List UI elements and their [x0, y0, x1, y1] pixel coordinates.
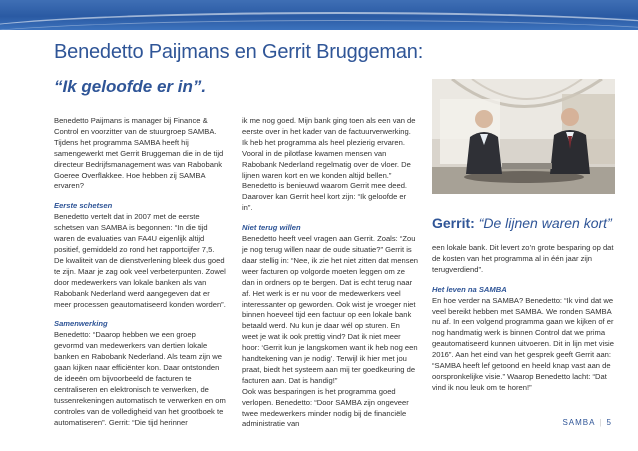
- text-column-3: [432, 243, 614, 394]
- text-column-2: [242, 116, 418, 430]
- page-number: 5: [606, 418, 612, 427]
- text-column-1: [54, 116, 226, 428]
- section-heading-niet-terug-willen: Niet terug willen: [242, 223, 301, 233]
- paragraph: ik me nog goed. Mijn bank ging toen als een van de eerste over in het kader van de factuurverwerking. Ik heb het programma als heel plezierig ervaren. Vooral in de pilotfase kwamen mensen van Rabobank Nederland regelmatig over de vloer. De lijnen waren kort en we konden altijd bellen.” Benedetto is benieuwd waarom Gerrit mee deed. Daarover kan Gerrit heel kort zijn: “Ik geloofde er in”.: [242, 116, 416, 213]
- section-heading-het-leven-na-samba: Het leven na SAMBA: [432, 284, 507, 294]
- pull-quote-text: “De lijnen waren kort”: [478, 215, 612, 231]
- top-decorative-band: [0, 0, 638, 30]
- pull-quote-speaker: Gerrit:: [432, 215, 475, 231]
- interview-photo: [432, 79, 615, 194]
- pull-quote: [432, 215, 612, 231]
- paragraph: Benedetto: “Daarop hebben we een groep gevormd van medewerkers van dertien lokale banken en Rabobank Nederland. Als team zijn we gaan kijken naar efficiënter kon. Daar ontstonden de ideeën om bijvoorbeeld de facturen te centraliseren en elektronisch te verwerken, de tussenrekeningen automatisch te verwerken en om controles van de volledigheid van het grootboek te automatiseren”. Gerrit: “Die tijd herinner: [54, 330, 226, 427]
- paragraph: Benedetto heeft veel vragen aan Gerrit. Zoals: “Zou je nog terug willen naar de oude situatie?” Gerrit is daar stellig in: “Nee, ik zie het niet zitten dat mensen weer facturen op volgorde moeten leggen om ze dan in ordners op te bergen. Dat is echt terug naar af. Het werk is er nu voor de medewerkers veel interessanter op geworden. Ook wist je vroeger niet binnen hoeveel tijd een factuur op een lokale bank betaald werd. Nu kun je daar wél op sturen. En weet je wat ik ook prettig vind? Dat ik niet meer hoor: ‘Gerrit kun je langskomen want ik heb nog een handtekening van je nodig’. Terwijl ik hier met jou praat, biedt het systeem aan mij ter goedkeuring de facturen aan. Dat is handig!”: [242, 234, 419, 385]
- paragraph: En hoe verder na SAMBA? Benedetto: “Ik vind dat we veel bereikt hebben met SAMBA. We ronden SAMBA nu af. In een volgend programma gaan we kijken of er nog handmatig werk is binnen Control dat we prima geautomatiseerd kunnen uitvoeren. Dit in lijn met visie 2016”. Aan het eind van het gesprek geeft Gerrit aan: “SAMBA heeft lef getoond en heeld knap vast aan de oorspronkelijke visie.” Waarop Benedetto lacht: “Dat vind ik nou leuk om te horen!”: [432, 295, 614, 392]
- paragraph: Benedetto vertelt dat in 2007 met de eerste schetsen van SAMBA is begonnen: “In die tijd waren de evaluaties van FA4U eigenlijk altijd positief, gemiddeld zo rond het rapportcijfer 7,5. De kwaliteit van de dienstverlening bleek dus goed te zijn. Maar je zag ook veel verbeterpunten. Zowel door medewerkers van lokale banken als van Rabobank Nederland werd aangegeven dat er meer processen geautomatiseerd konden worden”.: [54, 212, 226, 309]
- paragraph: een lokale bank. Dit levert zo’n grote besparing op dat de kosten van het programma al in één jaar zijn terugverdiend”.: [432, 243, 614, 274]
- paragraph: Ook was besparingen is het programma goed verlopen. Benedetto: “Door SAMBA zijn ongeveer twee medewerkers minder nodig bij de financiële administratie van: [242, 386, 409, 429]
- footer-brand: SAMBA: [562, 418, 596, 427]
- section-heading-samenwerking: Samenwerking: [54, 319, 108, 329]
- footer-separator: |: [599, 418, 603, 427]
- page-title: Benedetto Paijmans en Gerrit Bruggeman:: [54, 41, 424, 63]
- photo-illustration: [432, 79, 615, 194]
- intro-paragraph: Benedetto Paijmans is manager bij Finance & Control en voorzitter van de stuurgroep SAMBA. Tijdens het programma SAMBA heeft hij samengewerkt met Gerrit Bruggeman die in de tijd directeur Bedrijfsmanagement was van Rabobank Goeree Overflakkee. Hoe hebben zij SAMBA ervaren?: [54, 116, 224, 191]
- page-subtitle: “Ik geloofde er in”.: [54, 77, 207, 96]
- page-footer: [562, 418, 612, 427]
- section-heading-eerste-schetsen: Eerste schetsen: [54, 201, 113, 211]
